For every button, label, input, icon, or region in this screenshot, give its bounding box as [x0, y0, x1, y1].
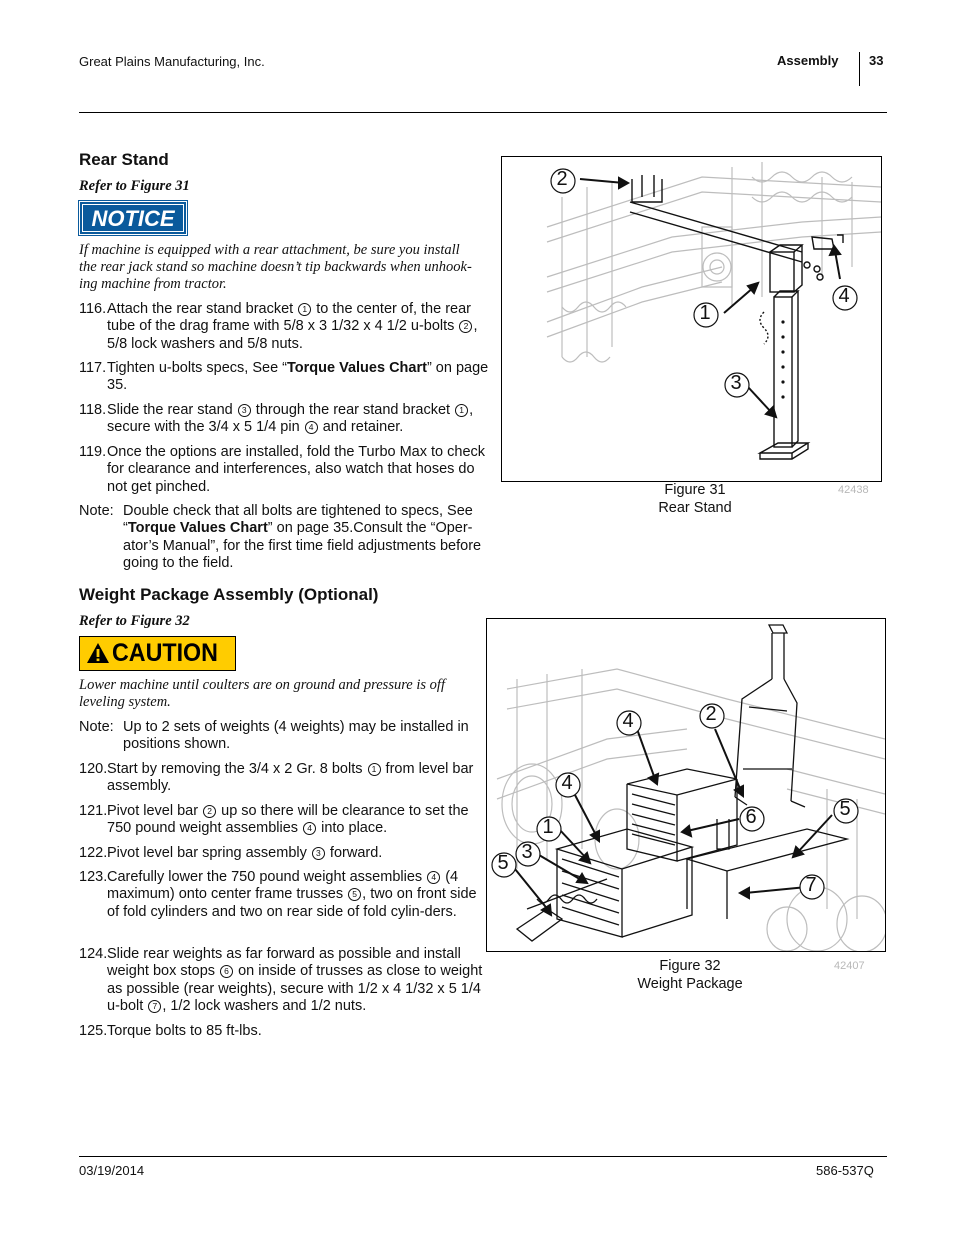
figure-32-id: 42407: [834, 960, 865, 972]
caution-text: [79, 677, 489, 711]
note-label: Note:: [79, 719, 114, 735]
figure-32-caption-title: Weight Package: [637, 975, 743, 992]
rear-stand-refer: Refer to Figure 31: [79, 178, 190, 194]
header-page-number: 33: [869, 53, 884, 68]
note-text: Up to 2 sets of weights (4 weights) may be installed in positions shown.: [123, 719, 469, 753]
figure-32-callout: 3: [521, 841, 533, 863]
caution-text-line: leveling system.: [79, 694, 171, 710]
figure-32-callout: 5: [839, 798, 851, 820]
step-text: Start by removing the 3/4 x 2 Gr. 8 bolts 1 from level bar assembly.: [107, 761, 474, 795]
note-text: Double check that all bolts are tightened to specs, See “Torque Values Chart” on page 35.Consult the “Oper-ator’s Manual”, for the first time field adjustments before going to the field.: [123, 503, 482, 571]
figure-32-caption-number: Figure 32: [659, 958, 721, 974]
step-121: [79, 803, 484, 838]
figure-32-callout: 6: [745, 806, 757, 828]
callout-ref: 5: [348, 888, 361, 901]
step-number: 120.: [79, 761, 108, 777]
step-text: Pivot level bar spring assembly 3 forward.: [107, 845, 383, 861]
step-text: Tighten u-bolts specs, See “Torque Values Chart” on page 35.: [107, 360, 489, 394]
callout-ref: 4: [427, 871, 440, 884]
header-section: Assembly: [777, 53, 839, 68]
callout-ref: 1: [298, 303, 311, 316]
step-text: Torque bolts to 85 ft-lbs.: [107, 1023, 262, 1039]
callout-ref: 7: [148, 1000, 161, 1013]
figure-32-callout: 1: [542, 816, 554, 838]
footer-date: 03/19/2014: [79, 1163, 145, 1178]
step-117: [79, 360, 497, 395]
step-120: [79, 761, 484, 796]
step-118: [79, 402, 497, 437]
torque-chart-link[interactable]: Torque Values Chart: [127, 520, 268, 537]
notice-text: [79, 242, 504, 293]
figure-32-callout: 4: [561, 772, 573, 794]
notice-text-line: the rear jack stand so machine doesn’t tip backwards when unhook-: [79, 259, 472, 275]
step-number: 121.: [79, 803, 108, 819]
step-number: 122.: [79, 845, 108, 861]
step-number: 119.: [79, 444, 107, 460]
figure-32-callout: 2: [705, 703, 717, 725]
header-divider: [859, 52, 860, 86]
warning-triangle-icon: [86, 642, 110, 664]
figure-31-callout: 3: [730, 372, 742, 394]
step-text: Once the options are installed, fold the Turbo Max to check for clearance and interferences, also watch that hoses do not get pinched.: [107, 444, 486, 495]
callout-ref: 4: [305, 421, 318, 434]
callout-ref: 4: [303, 822, 316, 835]
step-number: 117.: [79, 360, 107, 376]
notice-text-line: If machine is equipped with a rear attachment, be sure you install: [79, 242, 460, 258]
weight-package-title: Weight Package Assembly (Optional): [79, 585, 379, 604]
callout-ref: 1: [368, 763, 381, 776]
notice-label: NOTICE: [82, 204, 184, 232]
step-124: [79, 946, 484, 1015]
rear-stand-illustration: [502, 157, 881, 481]
torque-chart-link[interactable]: Torque Values Chart: [287, 360, 427, 376]
footer-rule: [79, 1156, 887, 1157]
figure-32-caption: [610, 958, 770, 993]
figure-31-caption-title: Rear Stand: [658, 499, 732, 516]
step-122: [79, 845, 484, 862]
figure-31-callout: 4: [838, 285, 850, 307]
footer-doc-number: 586-537Q: [816, 1163, 874, 1178]
caution-text-line: Lower machine until coulters are on ground and pressure is off: [79, 677, 445, 693]
figure-31-caption-number: Figure 31: [664, 482, 726, 498]
callout-ref: 6: [220, 965, 233, 978]
figure-32-callout: 7: [805, 874, 817, 896]
step-number: 125.: [79, 1023, 108, 1039]
rear-stand-note: [79, 503, 499, 572]
step-number: 124.: [79, 946, 108, 962]
figure-31-callout: 1: [699, 302, 711, 324]
figure-31-caption: [625, 482, 765, 517]
step-text: Attach the rear stand bracket 1 to the center of, the rear tube of the drag frame with 5/8 x 3 1/32 x 4 1/2 u-bolts 2 , 5/8 lock washers and 5/8 nuts.: [107, 301, 478, 352]
step-number: 123.: [79, 869, 108, 885]
step-119: [79, 444, 497, 496]
weight-note: [79, 719, 484, 754]
notice-text-line: ing machine from tractor.: [79, 276, 227, 292]
notice-badge: [79, 201, 187, 235]
step-number: 116.: [79, 301, 107, 317]
step-text: Carefully lower the 750 pound weight assemblies 4 (4 maximum) onto center frame trusses 5 , two on front side of fold cylinders and two on rear side of fold cylin-ders.: [107, 869, 477, 920]
callout-ref: 3: [312, 847, 325, 860]
callout-ref: 3: [238, 404, 251, 417]
step-text: Slide rear weights as far forward as possible and install weight box stops 6 on inside of trusses as close to weight as possible (rear weights), secure with 1/2 x 4 1/32 x 5 1/4 u-bolt 7 , 1/2 lock washers and 1/2 nuts.: [107, 946, 483, 1014]
figure-32-callout: 4: [622, 710, 634, 732]
step-text: Slide the rear stand 3 through the rear stand bracket 1 , secure with the 3/4 x 5 1/4 pin 4 and retainer.: [107, 402, 474, 436]
step-125: [79, 1023, 484, 1040]
step-116: [79, 301, 497, 353]
callout-ref: 2: [203, 805, 216, 818]
step-text: Pivot level bar 2 up so there will be clearance to set the 750 pound weight assemblies 4 into place.: [107, 803, 469, 837]
figure-31-id: 42438: [838, 484, 869, 496]
weight-package-refer: Refer to Figure 32: [79, 613, 190, 629]
figure-32-frame: [486, 618, 886, 952]
callout-ref: 2: [459, 320, 472, 333]
figure-31-callout: 2: [556, 168, 568, 190]
header-rule: [79, 112, 887, 113]
note-label: Note:: [79, 503, 114, 519]
header-company: Great Plains Manufacturing, Inc.: [79, 54, 265, 69]
caution-label: CAUTION: [112, 639, 218, 667]
callout-ref: 1: [455, 404, 468, 417]
figure-31-callouts: [551, 169, 857, 397]
caution-badge: [79, 636, 236, 671]
step-123: [79, 869, 484, 921]
rear-stand-title: Rear Stand: [79, 150, 169, 169]
figure-31-frame: [501, 156, 882, 482]
step-number: 118.: [79, 402, 107, 418]
figure-32-callout: 5: [497, 852, 509, 874]
weight-package-illustration: [487, 619, 885, 951]
